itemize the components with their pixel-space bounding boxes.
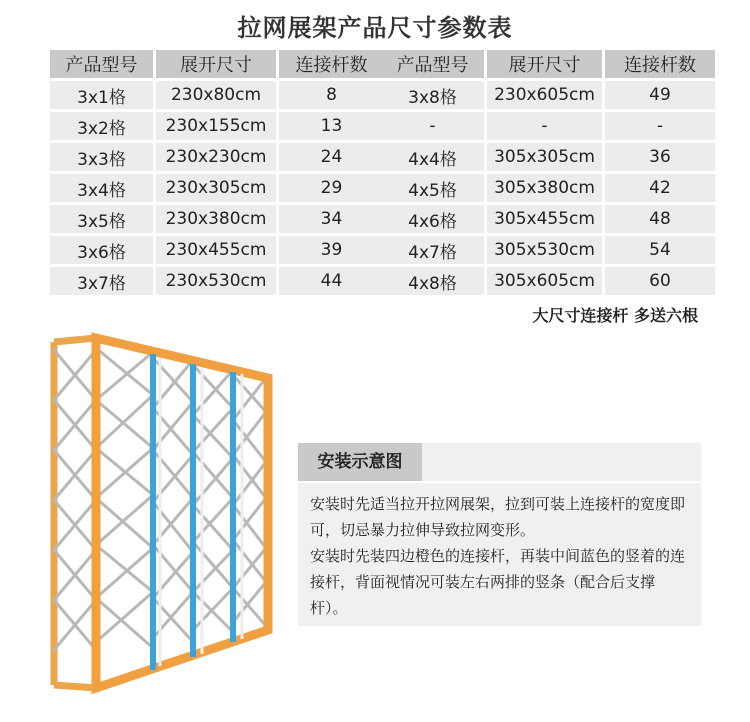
cell-rods: 49 bbox=[605, 81, 715, 109]
pop-up-frame-illustration bbox=[38, 330, 278, 695]
cell-rods: 60 bbox=[605, 267, 715, 295]
cell-model: 3x1格 bbox=[50, 81, 153, 109]
cell-size: 305x305cm bbox=[487, 143, 602, 171]
spec-table-right bbox=[378, 47, 718, 298]
table-row bbox=[50, 267, 384, 295]
table-row bbox=[381, 236, 715, 264]
install-instructions bbox=[298, 483, 701, 626]
cell-rods: 13 bbox=[279, 112, 384, 140]
cell-rods: 8 bbox=[279, 81, 384, 109]
table-header-row bbox=[50, 50, 384, 78]
cell-model: 3x2格 bbox=[50, 112, 153, 140]
cell-model: 3x6格 bbox=[50, 236, 153, 264]
cell-rods: 44 bbox=[279, 267, 384, 295]
table-row bbox=[381, 267, 715, 295]
table-row bbox=[50, 205, 384, 233]
header-model: 产品型号 bbox=[50, 50, 153, 78]
cell-model: 3x3格 bbox=[50, 143, 153, 171]
cell-rods: 42 bbox=[605, 174, 715, 202]
cell-model: 4x5格 bbox=[381, 174, 484, 202]
instruction-paragraph: 安装时先装四边橙色的连接杆，再装中间蓝色的竖着的连接杆，背面视情况可装左右两排的竖条（配合后支撑杆）。 bbox=[310, 547, 686, 617]
cell-size: 230x230cm bbox=[156, 143, 276, 171]
cell-rods: 54 bbox=[605, 236, 715, 264]
cell-size: 230x305cm bbox=[156, 174, 276, 202]
cell-rods: - bbox=[605, 112, 715, 140]
table-row bbox=[381, 143, 715, 171]
cell-rods: 34 bbox=[279, 205, 384, 233]
cell-rods: 39 bbox=[279, 236, 384, 264]
table-row bbox=[50, 143, 384, 171]
cell-rods: 48 bbox=[605, 205, 715, 233]
cell-size: 305x455cm bbox=[487, 205, 602, 233]
cell-model: 4x8格 bbox=[381, 267, 484, 295]
section-title: 安装示意图 bbox=[298, 443, 422, 481]
cell-model: 3x4格 bbox=[50, 174, 153, 202]
header-size: 展开尺寸 bbox=[156, 50, 276, 78]
cell-model: 4x6格 bbox=[381, 205, 484, 233]
header-rods: 连接杆数 bbox=[279, 50, 384, 78]
instruction-paragraph: 安装时先适当拉开拉网展架，拉到可装上连接杆的宽度即可，切忌暴力拉伸导致拉网变形。 bbox=[310, 495, 686, 539]
cell-size: 230x155cm bbox=[156, 112, 276, 140]
cell-size: 305x605cm bbox=[487, 267, 602, 295]
table-row bbox=[381, 205, 715, 233]
cell-size: 230x80cm bbox=[156, 81, 276, 109]
cell-model: - bbox=[381, 112, 484, 140]
cell-model: 4x7格 bbox=[381, 236, 484, 264]
spec-table-left bbox=[47, 47, 387, 298]
header-rods: 连接杆数 bbox=[605, 50, 715, 78]
cell-size: 305x530cm bbox=[487, 236, 602, 264]
table-row bbox=[50, 81, 384, 109]
cell-model: 3x5格 bbox=[50, 205, 153, 233]
cell-model: 4x4格 bbox=[381, 143, 484, 171]
cell-model: 3x8格 bbox=[381, 81, 484, 109]
table-header-row bbox=[381, 50, 715, 78]
table-row bbox=[381, 81, 715, 109]
cell-size: 305x380cm bbox=[487, 174, 602, 202]
cell-rods: 29 bbox=[279, 174, 384, 202]
table-row bbox=[381, 174, 715, 202]
table-row bbox=[50, 112, 384, 140]
cell-size: 230x530cm bbox=[156, 267, 276, 295]
table-row bbox=[50, 236, 384, 264]
cell-size: 230x605cm bbox=[487, 81, 602, 109]
bonus-note: 大尺寸连接杆 多送六根 bbox=[532, 306, 698, 325]
install-diagram-header bbox=[298, 443, 701, 481]
table-row bbox=[381, 112, 715, 140]
cell-rods: 36 bbox=[605, 143, 715, 171]
cell-rods: 24 bbox=[279, 143, 384, 171]
table-row bbox=[50, 174, 384, 202]
cell-size: - bbox=[487, 112, 602, 140]
cell-size: 230x380cm bbox=[156, 205, 276, 233]
page-title: 拉网展架产品尺寸参数表 bbox=[237, 14, 513, 42]
cell-size: 230x455cm bbox=[156, 236, 276, 264]
header-model: 产品型号 bbox=[381, 50, 484, 78]
cell-model: 3x7格 bbox=[50, 267, 153, 295]
header-size: 展开尺寸 bbox=[487, 50, 602, 78]
